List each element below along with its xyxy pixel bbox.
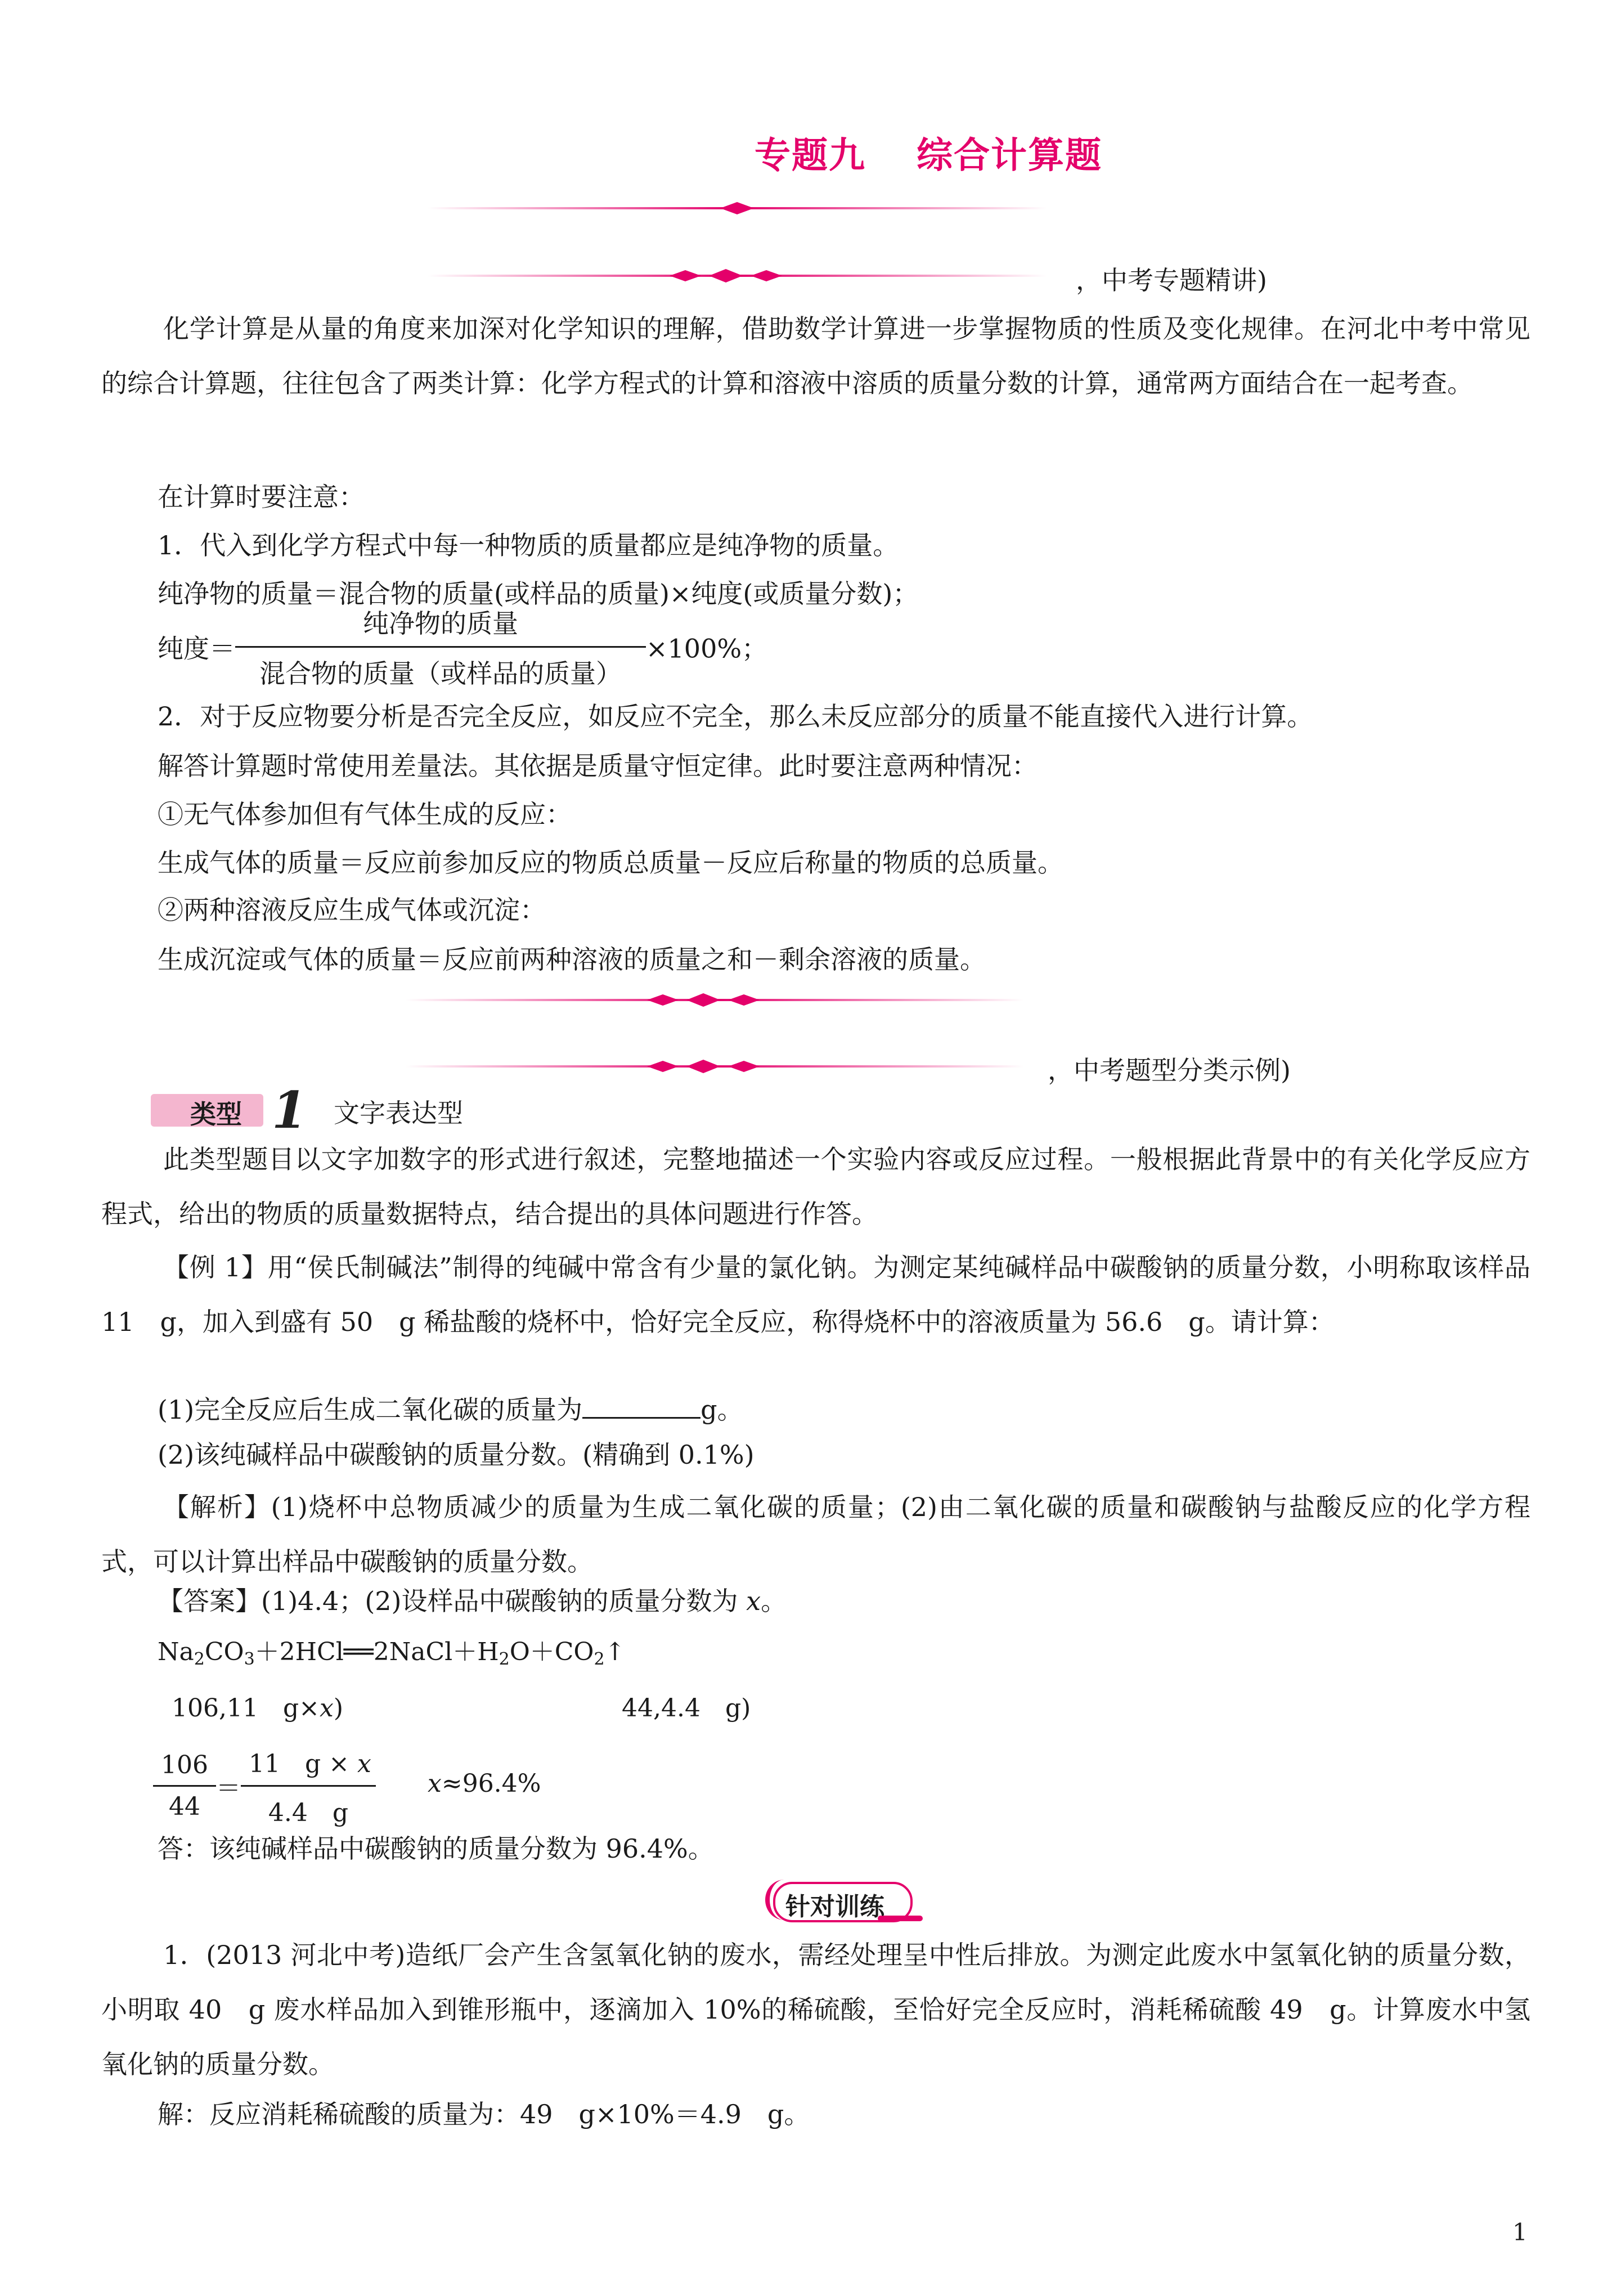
point-1: 1．代入到化学方程式中每一种物质的质量都应是纯净物的质量。 — [158, 530, 899, 560]
question-2: (2)该纯碱样品中碳酸钠的质量分数。(精确到 0.1%) — [158, 1440, 755, 1470]
type-badge-label: 类型 — [190, 1099, 242, 1129]
question-1-unit: g。 — [701, 1394, 743, 1425]
calc-result-value: ≈96.4% — [441, 1769, 541, 1798]
diff-method: 解答计算题时常使用差量法。其依据是质量守恒定律。此时要注意两种情况： — [158, 751, 1038, 781]
answer-blank — [582, 1394, 701, 1419]
calc-equals: ＝ — [215, 1774, 241, 1803]
training-label: 针对训练 — [785, 1893, 884, 1921]
purity-denominator: 混合物的质量（或样品的质量） — [259, 658, 622, 689]
question-1-text: (1)完全反应后生成二氧化碳的质量为 — [158, 1394, 583, 1425]
type-badge-caption: 文字表达型 — [334, 1098, 463, 1128]
calc-fraction-1-den: 44 — [168, 1792, 200, 1821]
training-badge-tail — [878, 1916, 923, 1921]
answer — [158, 1588, 787, 1614]
case-1: ①无气体参加但有气体生成的反应： — [158, 799, 572, 829]
calc-fraction-1-num: 106 — [153, 1751, 216, 1787]
purity-formula — [158, 603, 767, 690]
title-divider — [428, 200, 1047, 217]
chemical-equation — [158, 1640, 625, 1668]
calc-result — [428, 1769, 541, 1798]
calc-fraction-2-num-text: 11 g × — [248, 1750, 357, 1778]
question-1 — [158, 1394, 743, 1423]
eq-sub-a: 2 — [194, 1649, 205, 1669]
section1-end-divider — [405, 992, 1024, 1008]
purity-suffix: ×100%； — [646, 633, 768, 664]
training-badge — [765, 1880, 917, 1925]
title-part2: 综合计算题 — [917, 135, 1102, 177]
point-2: 2．对于反应物要分析是否完全反应，如反应不完全，那么未反应部分的质量不能直接代入进行计算。 — [158, 701, 1313, 732]
section1-label: ，中考专题精讲) — [1076, 265, 1267, 295]
eq-sub-b: 3 — [244, 1649, 255, 1669]
pure-formula: 纯净物的质量＝混合物的质量(或样品的质量)×纯度(或质量分数)； — [158, 579, 919, 609]
answer-end: 。 — [761, 1586, 787, 1616]
eq-part-d: O＋CO — [509, 1638, 594, 1666]
case-2-formula: 生成沉淀或气体的质量＝反应前两种溶液的质量之和－剩余溶液的质量。 — [158, 944, 986, 975]
eq-sub-d: 2 — [594, 1649, 605, 1669]
section2-label: ，中考题型分类示例) — [1048, 1055, 1291, 1086]
calc-fraction-2-den: 4.4 g — [268, 1799, 349, 1827]
purity-numerator: 纯净物的质量 — [235, 603, 646, 648]
calc-fraction-2-num-variable: x — [357, 1750, 371, 1778]
purity-label: 纯度＝ — [158, 633, 235, 664]
eq-part-a: Na — [158, 1638, 194, 1666]
ratio-line-1 — [172, 1696, 343, 1721]
eq-part-c: ＋2HCl══2NaCl＋H — [254, 1638, 499, 1666]
page-number: 1 — [1512, 2218, 1528, 2246]
type-description: 此类型题目以文字加数字的形式进行叙述，完整地描述一个实验内容或反应过程。一般根据此背景中的有关化学反应方程式，给出的物质的质量数据特点，结合提出的具体问题进行作答。 — [101, 1144, 1530, 1229]
exercise-1: 1．(2013 河北中考)造纸厂会产生含氢氧化钠的废水，需经处理呈中性后排放。为测定此废水中氢氧化钠的质量分数，小明取 40 g 废水样品加入到锥形瓶中，逐滴加入 10%的稀硫酸，至恰好完全反应时，消耗稀硫酸 49 g。计算废水中氢氧化钠的质量分数。 — [101, 1940, 1530, 2079]
title-part1: 专题九 — [755, 135, 866, 177]
calc-fraction-2-num — [241, 1743, 376, 1787]
notice-heading: 在计算时要注意： — [158, 482, 365, 512]
answer-text: 【答案】(1)4.4；(2)设样品中碳酸钠的质量分数为 — [158, 1586, 747, 1616]
final-answer: 答：该纯碱样品中碳酸钠的质量分数为 96.4%。 — [158, 1833, 714, 1864]
calculation — [153, 1743, 376, 1828]
case-1-formula: 生成气体的质量＝反应前参加反应的物质总质量－反应后称量的物质的总质量。 — [158, 847, 1063, 878]
calc-fraction-2 — [241, 1743, 376, 1828]
solution-start: 解：反应消耗稀硫酸的质量为：49 g×10%＝4.9 g。 — [158, 2099, 810, 2129]
section2-divider — [405, 1058, 1024, 1075]
section1-divider — [428, 267, 1047, 284]
type-badge-number: 1 — [272, 1080, 307, 1140]
ratio-1-end: ) — [333, 1694, 343, 1723]
eq-sub-c: 2 — [499, 1649, 510, 1669]
example-1: 【例 1】用“侯氏制碱法”制得的纯碱中常含有少量的氯化钠。为测定某纯碱样品中碳酸钠的质量分数，小明称取该样品 11 g，加入到盛有 50 g 稀盐酸的烧杯中，恰好完全反应，称得烧杯中的溶液质量为 56.6 g。请计算： — [101, 1252, 1530, 1337]
purity-fraction — [235, 603, 646, 690]
eq-part-e: ↑ — [604, 1638, 626, 1666]
eq-part-b: CO — [204, 1638, 244, 1666]
calc-result-variable: x — [428, 1769, 442, 1798]
intro-paragraph: 化学计算是从量的角度来加深对化学知识的理解，借助数学计算进一步掌握物质的性质及变化规律。在河北中考中常见的综合计算题，往往包含了两类计算：化学方程式的计算和溶液中溶质的质量分数的计算，通常两方面结合在一起考查。 — [101, 313, 1530, 398]
analysis: 【解析】(1)烧杯中总物质减少的质量为生成二氧化碳的质量；(2)由二氧化碳的质量和碳酸钠与盐酸反应的化学方程式，可以计算出样品中碳酸钠的质量分数。 — [101, 1492, 1530, 1577]
ratio-1-variable: x — [320, 1694, 334, 1723]
ratio-1-text: 106,11 g× — [172, 1694, 320, 1723]
case-2: ②两种溶液反应生成气体或沉淀： — [158, 895, 546, 925]
ratio-line-2: 44,4.4 g) — [622, 1694, 751, 1723]
page-title — [0, 127, 1621, 178]
answer-variable: x — [746, 1586, 761, 1616]
calc-fraction-1 — [153, 1751, 216, 1821]
